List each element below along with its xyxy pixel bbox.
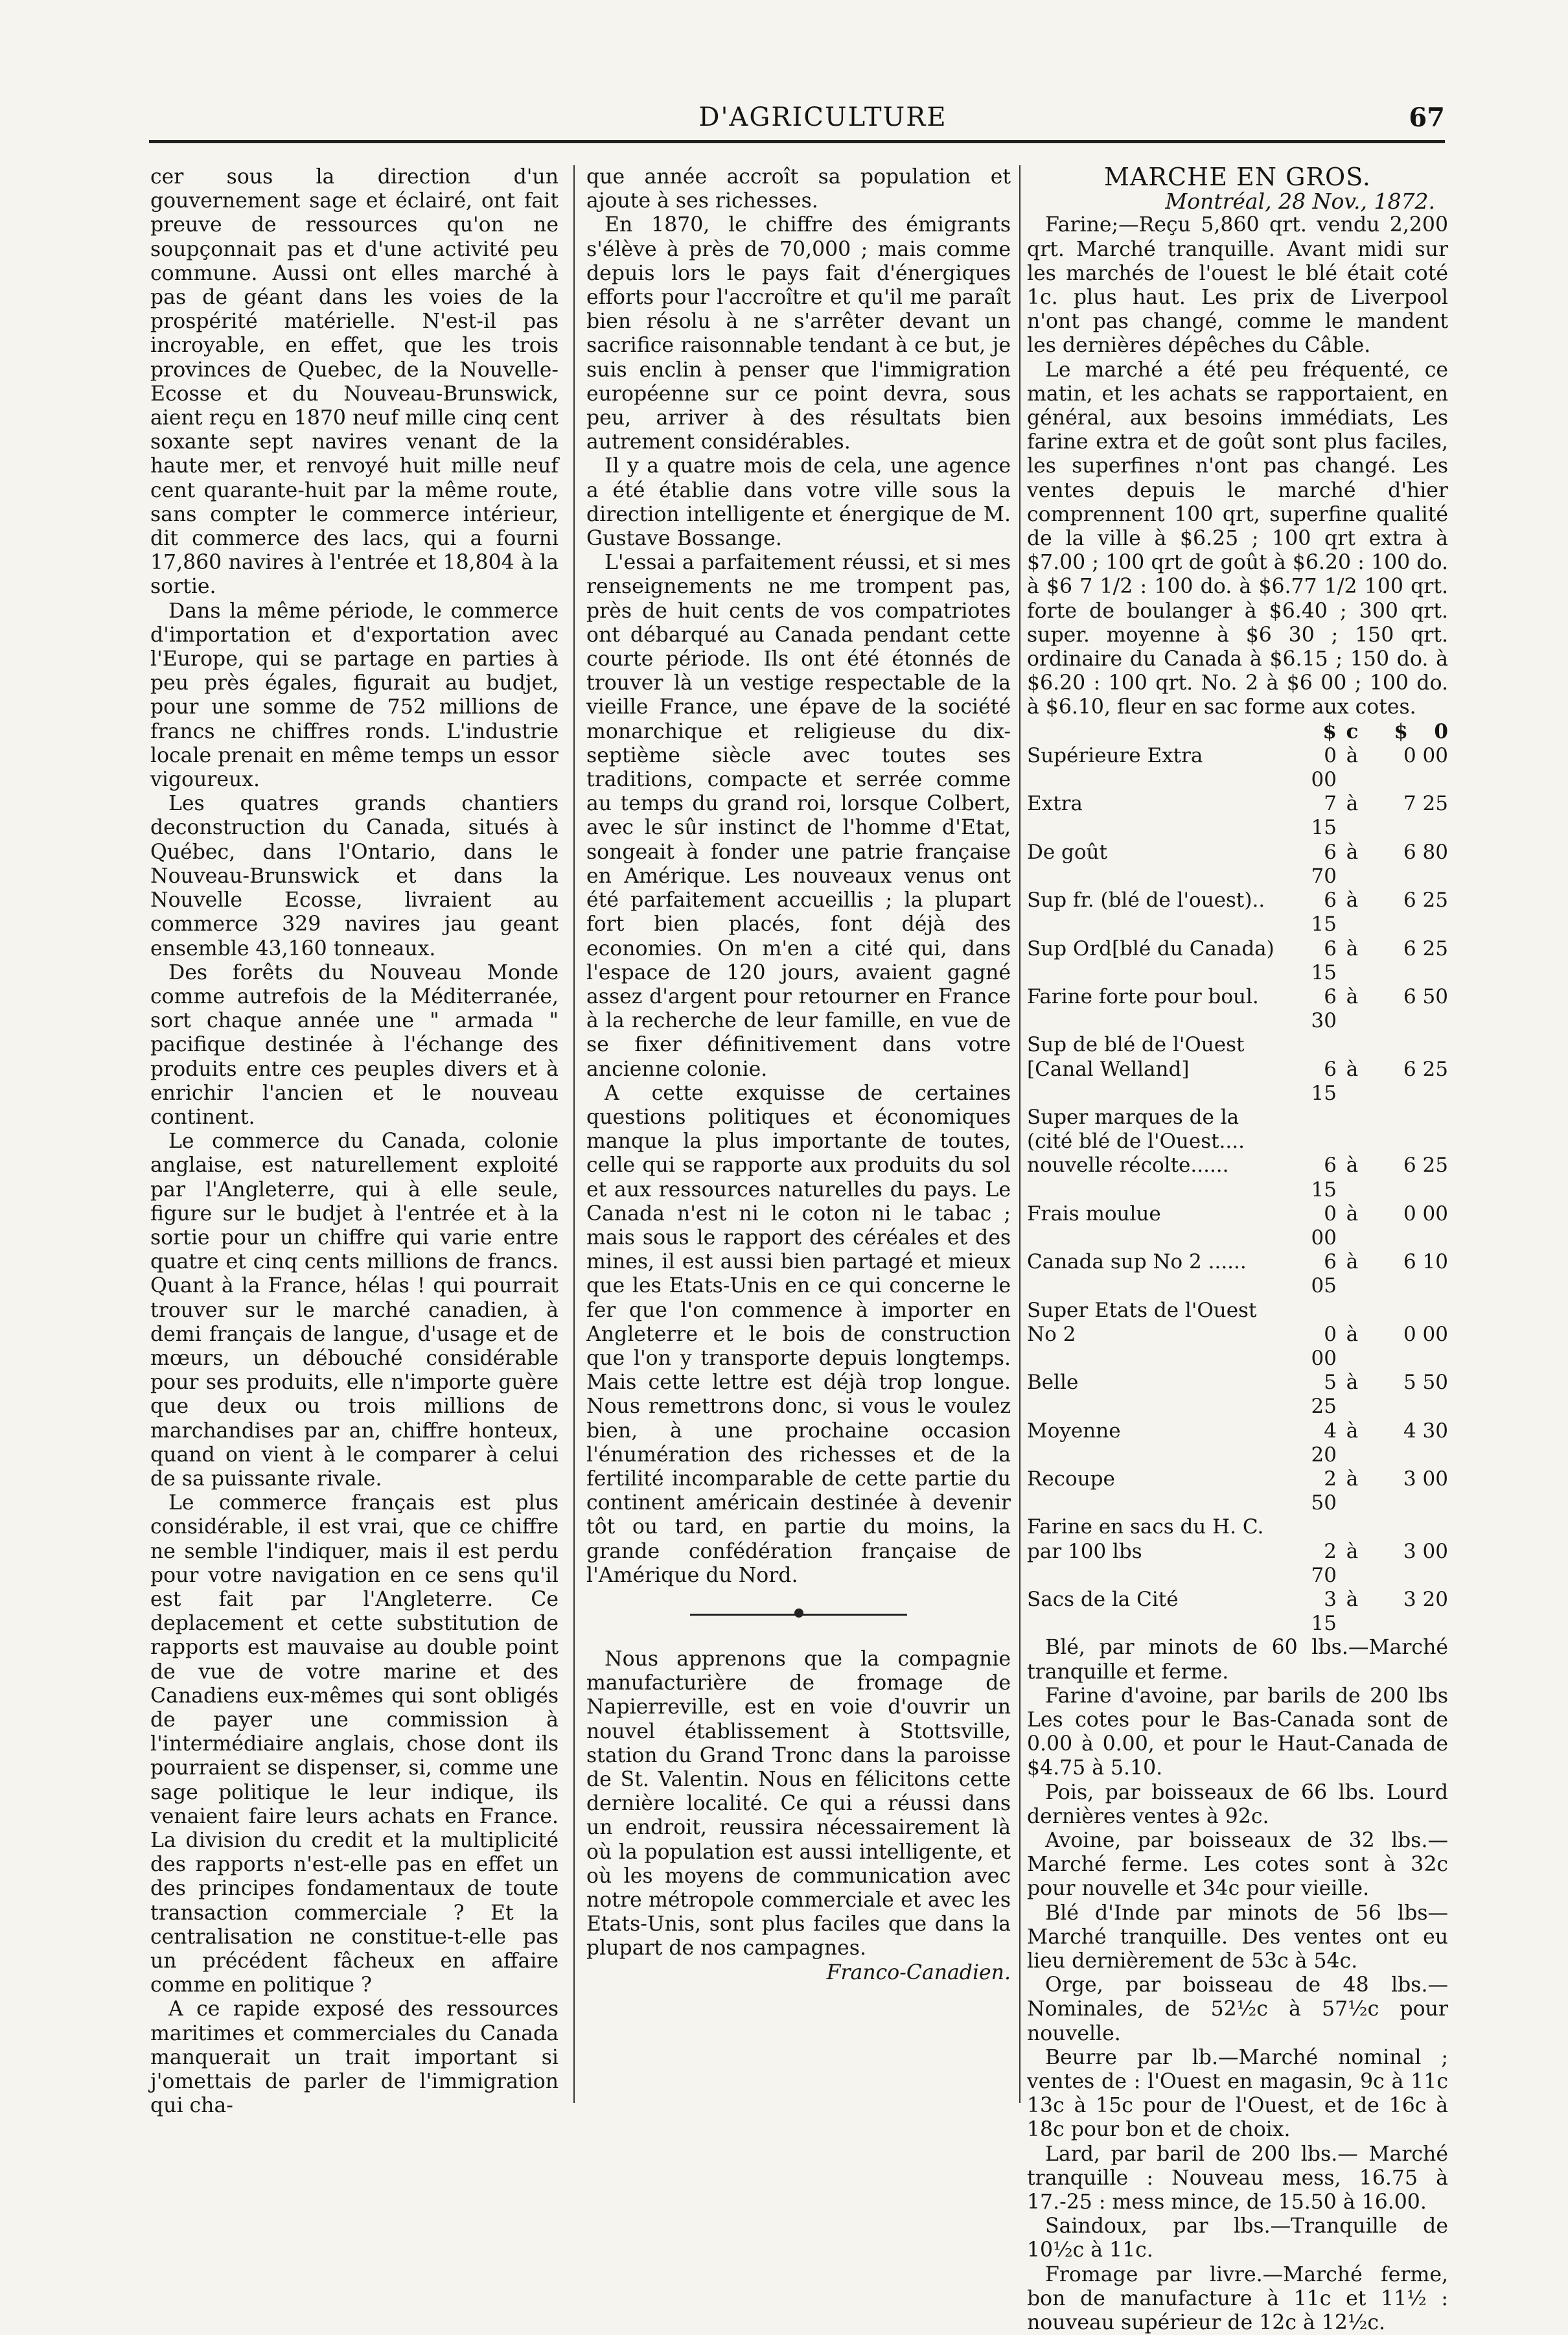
- price-row: [1027, 1515, 1448, 1539]
- market-date: Montréal, 28 Nov., 1872.: [1165, 189, 1435, 215]
- price-low: [1297, 1515, 1337, 1539]
- price-separator: à: [1346, 1057, 1359, 1081]
- price-row: [1027, 1371, 1448, 1419]
- price-row: [1027, 1540, 1448, 1588]
- price-label: Belle: [1027, 1371, 1079, 1395]
- price-low: 5 25: [1311, 1371, 1337, 1419]
- price-low: 0 00: [1311, 1322, 1337, 1370]
- separator-dot: [794, 1609, 803, 1618]
- price-row: [1027, 1106, 1448, 1130]
- page-header: [149, 97, 1445, 136]
- paragraph: Des forêts du Nouveau Monde comme autrefois de la Méditerranée, sort chaque année une " armada " pacifique destinée à l'échange des produits entre ces peuples divers et à enrichir l'ancien et le nouveau continent.: [150, 960, 559, 1129]
- price-low: 7 15: [1311, 792, 1337, 840]
- price-high: 6 25: [1403, 1057, 1448, 1081]
- price-high: 5 50: [1403, 1371, 1448, 1395]
- price-low: [1297, 1299, 1337, 1323]
- paragraph: Le marché a été peu fréquenté, ce matin, et les achats se rapportaient, en général, aux besoins immédiats, Les farine extra et de goût sont plus faciles, les superfines n'ont pas changé. Les ventes depuis le marché d'hier comprennent 100 qrt, superfine qualité de la ville à $6.25 ; 100 qrt extra à $7.00 ; 100 qrt de goût à $6.20 : 100 do. à $6 7 1/2 : 100 do. à $6.77 1/2 100 qrt. forte de boulanger à $6.40 ; 300 qrt. super. moyenne à $6 30 ; 150 qrt. ordinaire du Canada à $6.15 ; 150 do. à $6.20 : 100 qrt. No. 2 à $6 00 ; 100 do. à $6.10, fleur en sac forme aux cotes.: [1027, 358, 1448, 719]
- price-high: 6 25: [1403, 889, 1448, 912]
- price-high: 6 10: [1403, 1250, 1448, 1274]
- price-label: Super marques de la: [1027, 1105, 1239, 1129]
- paragraph: Avoine, par boisseaux de 32 lbs.—Marché ferme. Les cotes sont à 32c pour nouvelle et 34c pour vieille.: [1027, 1829, 1448, 1901]
- header-cell: c: [1346, 719, 1359, 743]
- price-row: [1027, 985, 1448, 1033]
- price-table: [1027, 720, 1448, 1636]
- price-label: [Canal Welland]: [1027, 1057, 1190, 1081]
- price-high: 6 25: [1403, 936, 1448, 960]
- price-label: (cité blé de l'Ouest....: [1027, 1130, 1245, 1154]
- header-cell: $: [1322, 719, 1337, 743]
- price-separator: [1337, 1299, 1368, 1323]
- price-low: 0 00: [1311, 1202, 1337, 1249]
- price-high: 3 00: [1403, 1539, 1448, 1563]
- price-row: [1027, 1588, 1448, 1636]
- paragraph: Orge, par boisseau de 48 lbs.—Nominales, de 52½c à 57½c pour nouvelle.: [1027, 1973, 1448, 2045]
- price-low: 6 15: [1311, 889, 1337, 936]
- price-low: 4 20: [1311, 1419, 1337, 1467]
- paragraph: En 1870, le chiffre des émigrants s'élève à près de 70,000 ; mais comme depuis lors le pays fait d'énergiques efforts pour l'accroître et qu'il me paraît bien résolu à ne s'arrêter devant un sacrifice raisonnable tendant à ce but, je suis enclin à penser que l'immigration européenne sur ce point devra, sous peu, arriver à des résultats bien autrement considérables.: [586, 213, 1011, 454]
- price-row: [1027, 1033, 1448, 1057]
- price-row: [1027, 1323, 1448, 1371]
- price-table-header: [1027, 720, 1448, 744]
- price-high: [1368, 1033, 1448, 1057]
- price-low: 6 70: [1311, 840, 1337, 888]
- price-separator: à: [1346, 1154, 1359, 1178]
- column-divider: [573, 165, 575, 2103]
- price-row: [1027, 937, 1448, 985]
- paragraph: Le commerce du Canada, colonie anglaise, est naturellement exploité par l'Angleterre, qui à elle seule, figure sur le budjet à l'entrée et à la sortie pour un chiffre qui varie entre quatre et cinq cents millions de francs. Quant à la France, hélas ! qui pourrait trouver sur le marché canadien, à demi français de langue, d'usage et de mœurs, un débouché considérable pour ses produits, elle n'importe guère que deux ou trois millions de marchandises par an, chiffre honteux, quand on vient à le comparer à celui de sa puissante rivale.: [150, 1130, 559, 1491]
- paragraph: Les quatres grands chantiers deconstruction du Canada, situés à Québec, dans l'Ontario, dans le Nouveau-Brunswick et dans la Nouvelle Ecosse, livraient au commerce 329 navires jau geant ensemble 43,160 tonneaux.: [150, 792, 559, 960]
- price-separator: à: [1346, 1371, 1359, 1395]
- paragraph: Farine;—Reçu 5,860 qrt. vendu 2,200 qrt. Marché tranquille. Avant midi sur les marchés de l'ouest le blé était coté 1c. plus haut. Les prix de Liverpool n'ont pas changé, comme le mandent les dernières dépêches du Câble.: [1027, 213, 1448, 358]
- price-low: 2 70: [1311, 1539, 1337, 1587]
- price-row: [1027, 744, 1448, 792]
- price-label: Frais moulue: [1027, 1202, 1161, 1226]
- running-title: D'AGRICULTURE: [698, 102, 947, 132]
- price-separator: [1337, 1106, 1368, 1130]
- price-low: [1297, 1033, 1337, 1057]
- price-high: [1368, 1299, 1448, 1323]
- price-row: [1027, 889, 1448, 936]
- price-high: 0 00: [1403, 1322, 1448, 1346]
- price-low: [1297, 1106, 1337, 1130]
- price-high: 6 80: [1403, 840, 1448, 864]
- paragraph: que année accroît sa population et ajoute à ses richesses.: [586, 165, 1011, 213]
- paragraph: Il y a quatre mois de cela, une agence a été établie dans votre ville sous la direction intelligente et énergique de M. Gustave Bossange.: [586, 454, 1011, 551]
- paragraph: L'essai a parfaitement réussi, et si mes renseignements ne me trompent pas, près de huit cents de vos compatriotes ont débarqué au Canada pendant cette courte période. Ils ont été étonnés de trouver là un vestige respectable de la vieille France, une épave de la société monarchique et religieuse du dix-septième siècle avec toutes ses traditions, compacte et serrée comme au temps du grand roi, lorsque Colbert, avec le sûr instinct de l'homme d'Etat, songeait à fonder une patrie française en Amérique. Les nouveaux venus ont été parfaitement accueillis ; la plupart fort bien placés, font déjà des economies. On m'en a cité qui, dans l'espace de 120 jours, avaient gagné assez d'argent pour retourner en France à la recherche de leur famille, en vue de se fixer définitivement dans votre ancienne colonie.: [586, 551, 1011, 1081]
- price-label: No 2: [1027, 1322, 1076, 1346]
- price-label: Farine en sacs du H. C.: [1027, 1515, 1264, 1539]
- column-divider: [1019, 165, 1020, 2103]
- price-row: [1027, 1250, 1448, 1298]
- price-low: 6 15: [1311, 936, 1337, 984]
- price-separator: [1337, 1033, 1368, 1057]
- price-low: 6 15: [1311, 1154, 1337, 1202]
- price-label: Recoupe: [1027, 1467, 1115, 1491]
- paragraph: A ce rapide exposé des ressources maritimes et commerciales du Canada manquerait un trait important si j'omettais de parler de l'immigration qui cha-: [150, 1997, 559, 2118]
- price-low: 6 15: [1311, 1057, 1337, 1105]
- price-low: 3 15: [1311, 1587, 1337, 1636]
- price-high: 0 00: [1403, 743, 1448, 767]
- paragraph: Dans la même période, le commerce d'importation et d'exportation avec l'Europe, qui se partage en parties à peu près égales, figurait au budjet, pour une somme de 752 millions de francs ne chiffres ronds. L'industrie locale prenait en même temps un essor vigoureux.: [150, 599, 559, 792]
- price-row: [1027, 1154, 1448, 1202]
- price-separator: à: [1346, 1250, 1359, 1274]
- paragraph: Fromage par livre.—Marché ferme, bon de manufacture à 11c et 11½ : nouveau supérieur de 12c à 12½c.: [1027, 2262, 1448, 2335]
- price-row: [1027, 1419, 1448, 1467]
- price-separator: à: [1346, 1322, 1359, 1346]
- price-separator: à: [1346, 1587, 1359, 1611]
- header-cell: 0: [1434, 719, 1448, 743]
- price-label: Sup de blé de l'Ouest: [1027, 1033, 1245, 1057]
- price-separator: à: [1346, 1467, 1359, 1491]
- price-high: 6 25: [1403, 1154, 1448, 1178]
- price-label: Moyenne: [1027, 1419, 1121, 1443]
- price-separator: à: [1346, 984, 1359, 1008]
- price-low: [1297, 1130, 1337, 1154]
- price-row: [1027, 1202, 1448, 1250]
- column-1: [150, 165, 559, 2135]
- price-label: Sup Ord[blé du Canada): [1027, 936, 1274, 960]
- price-separator: à: [1346, 1539, 1359, 1563]
- price-row: [1027, 1299, 1448, 1323]
- paragraph: Blé, par minots de 60 lbs.—Marché tranquille et ferme.: [1027, 1636, 1448, 1684]
- price-row: [1027, 1467, 1448, 1515]
- price-high: 6 50: [1403, 984, 1448, 1008]
- price-label: Sup fr. (blé de l'ouest)..: [1027, 889, 1265, 912]
- price-separator: à: [1346, 1202, 1359, 1226]
- paragraph: cer sous la direction d'un gouvernement sage et éclairé, ont fait preuve de ressources qu'on ne soupçonnait pas et d'une activité peu commune. Aussi ont elles marché à pas de géant dans les voies de la prospérité matérielle. N'est-il pas incroyable, en effet, que les trois provinces de Quebec, de la Nouvelle-Ecosse et du Nouveau-Brunswick, aient reçu en 1870 neuf mille cinq cent soxante sept navires venant de la haute mer, et renvoyé huit mille neuf cent quarante-huit par la même route, sans compter le commerce intérieur, dit commerce des lacs, qui a fourni 17,860 navires à l'entrée et 18,804 à la sortie.: [150, 165, 559, 599]
- price-label: Supérieure Extra: [1027, 743, 1203, 767]
- price-label: Extra: [1027, 792, 1083, 816]
- price-row: [1027, 792, 1448, 840]
- price-separator: à: [1346, 743, 1359, 767]
- price-high: [1368, 1515, 1448, 1539]
- market-title: MARCHE EN GROS.: [1104, 163, 1371, 191]
- price-row: [1027, 1058, 1448, 1106]
- price-row: [1027, 1130, 1448, 1154]
- price-label: par 100 lbs: [1027, 1539, 1142, 1563]
- price-label: Farine forte pour boul.: [1027, 984, 1259, 1008]
- price-label: Super Etats de l'Ouest: [1027, 1298, 1257, 1322]
- page-number: 67: [1409, 102, 1445, 133]
- header-rule: [149, 140, 1445, 143]
- paragraph: Lard, par baril de 200 lbs.— Marché tranquille : Nouveau mess, 16.75 à 17.-25 : mess mince, de 15.50 à 16.00.: [1027, 2142, 1448, 2214]
- paragraph: Farine d'avoine, par barils de 200 lbs Les cotes pour le Bas-Canada sont de 0.00 à 0.00, et pour le Haut-Canada de $4.75 à 5.10.: [1027, 1684, 1448, 1780]
- price-separator: à: [1346, 840, 1359, 864]
- price-row: [1027, 841, 1448, 889]
- price-high: [1368, 1106, 1448, 1130]
- price-high: [1368, 1130, 1448, 1154]
- paragraph: Le commerce français est plus considérable, il est vrai, que ce chiffre ne semble l'indiquer, mais il est perdu pour votre navigation en ce sens qu'il est fait par l'Angleterre. Ce deplacement et cette substitution de rapports est mauvaise au double point de vue de votre marine et des Canadiens eux-mêmes qui sont obligés de payer une commission à l'intermédiaire anglais, chose dont ils pourraient se dispenser, si, comme une sage politique le leur indique, ils venaient faire leurs achats en France. La division du credit et la multiplicité des rapports n'est-elle pas en effet un des principes fondamentaux de toute transaction commerciale ? Et la centralisation ne constitue-t-elle pas un précédent fâcheux en affaire comme en politique ?: [150, 1491, 559, 1997]
- price-label: nouvelle récolte......: [1027, 1154, 1229, 1178]
- paragraph: A cette exquisse de certaines questions politiques et économiques manque la plus importante de toutes, celle qui se rapporte aux produits du sol et aux ressources naturelles du pays. Le Canada n'est ni le coton ni le tabac ; mais sous le rapport des céréales et des mines, il est aussi bien partagé et mieux que les Etats-Unis en ce qui concerne le fer que l'on commence à importer en Angleterre et le bois de construction que l'on y transporte depuis longtemps. Mais cette lettre est déjà trop longue. Nous remettrons donc, si vous le voulez bien, à une prochaine occasion l'énumération des richesses et de la fertilité incomparable de cette partie du continent américain destinée à devenir tôt ou tard, en partie du moins, la grande confédération française de l'Amérique du Nord.: [586, 1081, 1011, 1587]
- price-low: 6 30: [1311, 984, 1337, 1033]
- price-separator: à: [1346, 792, 1359, 816]
- column-3: [1027, 163, 1448, 2335]
- price-high: 0 00: [1403, 1202, 1448, 1226]
- ornamental-separator: [586, 1602, 1011, 1628]
- paragraph: Saindoux, par lbs.—Tranquille de 10½c à 11c.: [1027, 2214, 1448, 2262]
- paragraph: Blé d'Inde par minots de 56 lbs—Marché tranquille. Des ventes ont eu lieu dernièrement de 53c à 54c.: [1027, 1901, 1448, 1973]
- price-high: 3 20: [1403, 1587, 1448, 1611]
- price-separator: [1337, 1130, 1368, 1154]
- price-high: 7 25: [1403, 792, 1448, 816]
- price-low: 2 50: [1311, 1467, 1337, 1515]
- column-2: [586, 165, 1011, 2135]
- price-label: Sacs de la Cité: [1027, 1587, 1179, 1611]
- price-low: 0 00: [1311, 743, 1337, 792]
- signature: Franco-Canadien.: [826, 1960, 1011, 1984]
- paragraph: Beurre par lb.—Marché nominal ; ventes de : l'Ouest en magasin, 9c à 11c 13c à 15c pour de l'Ouest, et de 16c à 18c pour bon et de choix.: [1027, 2045, 1448, 2142]
- price-low: 6 05: [1311, 1250, 1337, 1298]
- price-separator: à: [1346, 936, 1359, 960]
- paragraph: Nous apprenons que la compagnie manufacturière de fromage de Napierreville, est en voie d'ouvrir un nouvel établissement à Stottsville, station du Grand Tronc dans la paroisse de St. Valentin. Nous en félicitons cette dernière localité. Ce qui a réussi dans un endroit, reussira nécessairement là où la population est aussi intelligente, et où les moyens de communication avec notre métropole commerciale et avec les Etats-Unis, sont plus faciles que dans la plupart de nos campagnes.: [586, 1647, 1011, 1960]
- price-separator: à: [1346, 889, 1359, 912]
- price-separator: à: [1346, 1419, 1359, 1443]
- price-label: Canada sup No 2 ......: [1027, 1250, 1247, 1274]
- price-separator: [1337, 1515, 1368, 1539]
- price-high: 3 00: [1403, 1467, 1448, 1491]
- paragraph: Pois, par boisseaux de 66 lbs. Lourd dernières ventes à 92c.: [1027, 1780, 1448, 1828]
- header-cell: $: [1394, 719, 1408, 743]
- price-high: 4 30: [1403, 1419, 1448, 1443]
- price-label: De goût: [1027, 840, 1107, 864]
